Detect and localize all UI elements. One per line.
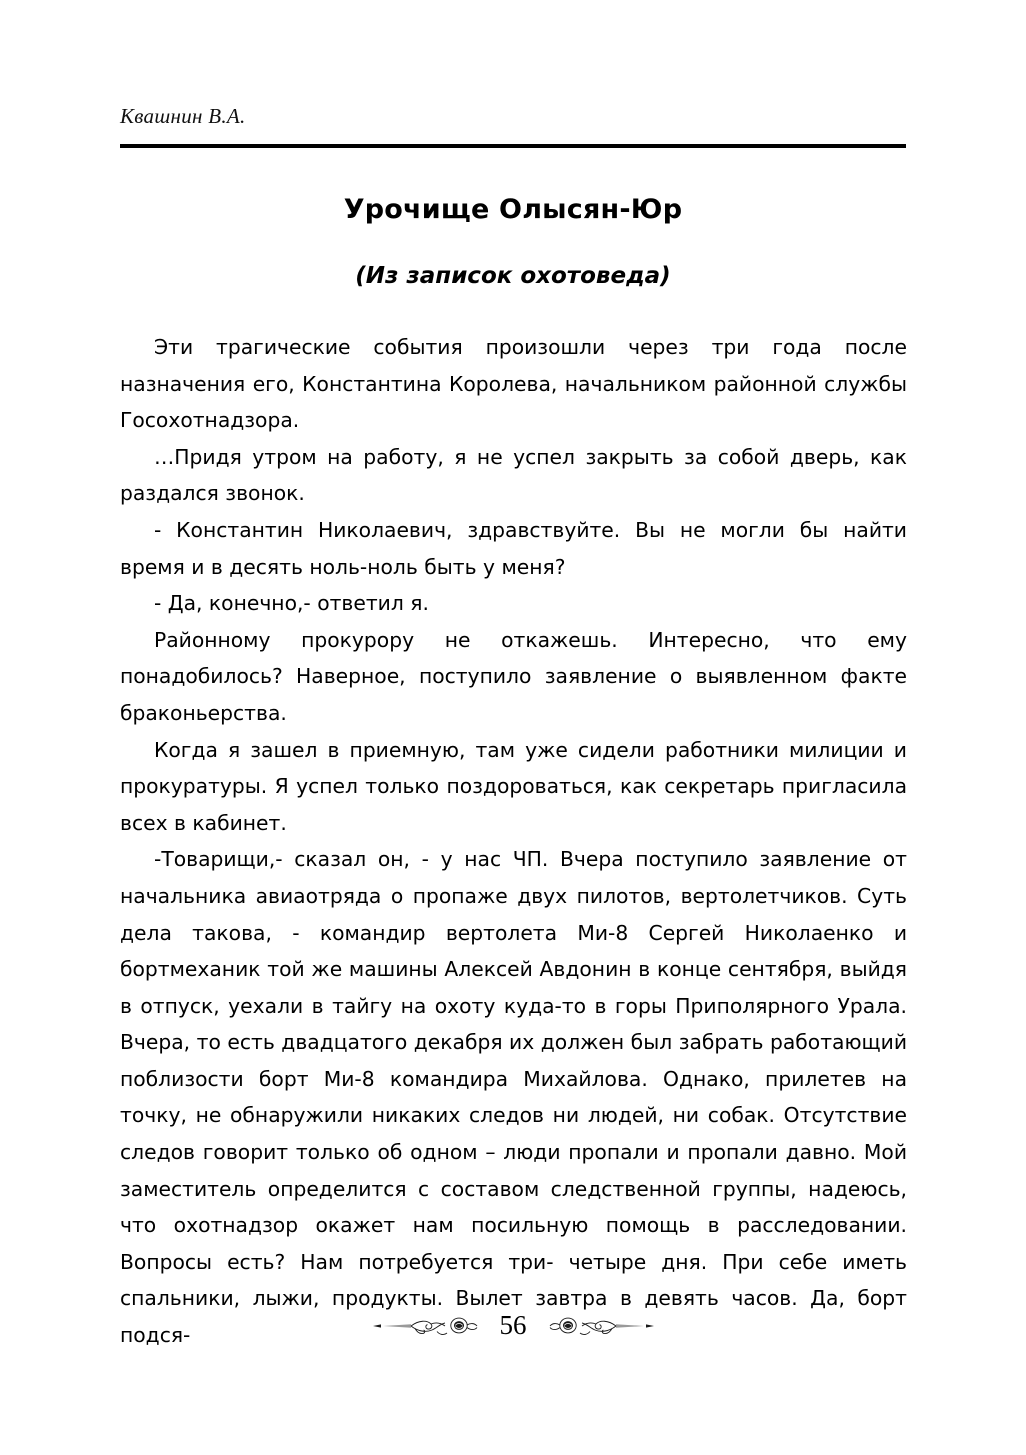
- paragraph: - Константин Николаевич, здравствуйте. Вы не могли бы найти время и в десять ноль-ноль быть у меня?: [120, 517, 907, 579]
- paragraph: -Товарищи,- сказал он, - у нас ЧП. Вчера поступило заявление от начальника авиаотряда о пропаже двух пилотов, вертолетчиков. Суть дела такова, - командир вертолета Ми-8 Сергей Николаенко и бортмеханик той же машины Алексей Авдонин в конце сентября, выйдя в отпуск, уехали в тайгу на охоту куда-то в горы Приполярного Урала. Вчера, то есть двадцатого декабря их должен был забрать работающий поблизости борт Ми-8 командира Михайлова. Однако, прилетев на точку, не обнаружили никаких следов ни людей, ни собак. Отсутствие следов говорит только об одном – люди пропали и пропали давно. Мой заместитель определится с составом следственной группы, надеюсь, что охотнадзор окажет нам посильную помощь в расследовании. Вопросы есть? Нам потребуется три- четыре дня. При себе иметь спальники, лыжи, продукты. Вылет завтра в девять часов. Да, борт подся-: [120, 847, 907, 1348]
- ornament-flourish-right-icon: [534, 1311, 656, 1341]
- running-head-author: Квашнин В.А.: [120, 104, 246, 128]
- header-divider-rule: [120, 143, 906, 148]
- paragraph: Когда я зашел в приемную, там уже сидели работники милиции и прокуратуры. Я успел только поздороваться, как секретарь пригласила всех в кабинет.: [120, 737, 907, 835]
- page-subtitle: (Из записок охотоведа): [355, 263, 671, 289]
- footer-ornament: [371, 1311, 656, 1341]
- page-title: Урочище Олысян-Юр: [343, 194, 683, 225]
- page-footer: [0, 1296, 1026, 1356]
- paragraph: Эти трагические события произошли через три года после назначения его, Константина Королева, начальником районной службы Госохотнадзора.: [120, 335, 907, 433]
- paragraph: Районному прокурору не откажешь. Интересно, что ему понадобилось? Наверное, поступило заявление о выявленном факте браконьерства.: [120, 627, 907, 725]
- running-head: [120, 104, 906, 129]
- body-text-block: [120, 329, 907, 1354]
- paragraph: …Придя утром на работу, я не успел закрыть за собой дверь, как раздался звонок.: [120, 444, 907, 506]
- paragraph: - Да, конечно,- ответил я.: [154, 591, 429, 616]
- ornament-flourish-left-icon: [371, 1311, 493, 1341]
- page-number: 56: [499, 1309, 527, 1340]
